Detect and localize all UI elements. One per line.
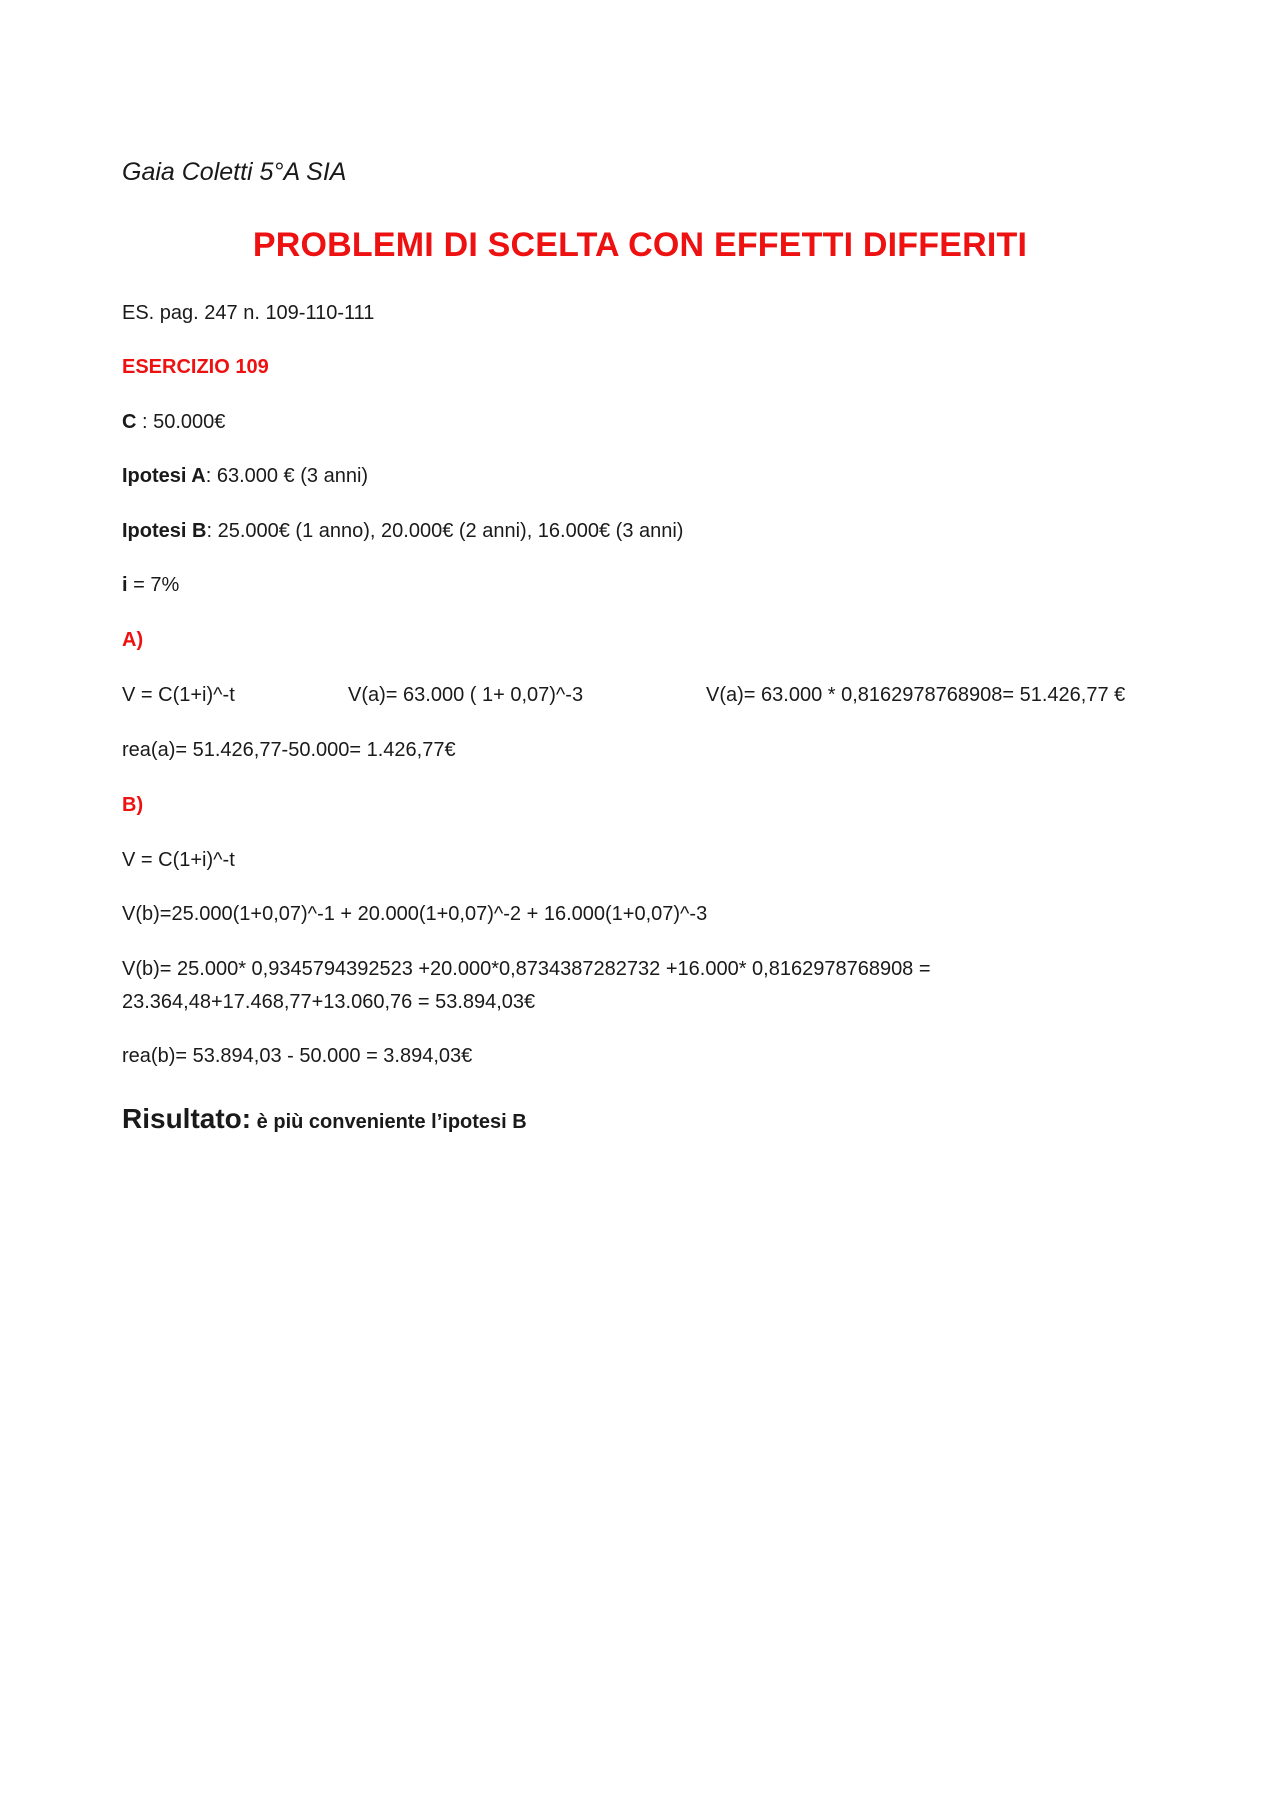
- hypothesis-a-label: Ipotesi A: [122, 465, 206, 487]
- section-a-formula-applied: V(a)= 63.000 ( 1+ 0,07)^-3: [348, 684, 584, 706]
- result-line: [122, 1099, 527, 1142]
- section-b-formula-applied: V(b)=25.000(1+0,07)^-1 + 20.000(1+0,07)^-2 + 16.000(1+0,07)^-3: [122, 903, 708, 925]
- section-b-formula-result-line2: 23.364,48+17.468,77+13.060,76 = 53.894,03€: [122, 991, 536, 1013]
- section-a-formula-result: V(a)= 63.000 * 0,8162978768908= 51.426,77 €: [706, 684, 1126, 706]
- section-a-rea: rea(a)= 51.426,77-50.000= 1.426,77€: [122, 739, 456, 761]
- hypothesis-b-label: Ipotesi B: [122, 520, 207, 542]
- hypothesis-a-value: : 63.000 € (3 anni): [205, 465, 369, 487]
- author-line: Gaia Coletti 5°A SIA: [122, 158, 347, 186]
- result-text: è più conveniente l’ipotesi B: [251, 1111, 527, 1133]
- section-b-formula-result-line1: V(b)= 25.000* 0,9345794392523 +20.000*0,8734387282732 +16.000* 0,8162978768908 =: [122, 958, 931, 980]
- section-a-formula: V = C(1+i)^-t: [122, 684, 235, 706]
- hypothesis-a-line: [122, 459, 368, 493]
- rate-line: [122, 568, 179, 602]
- exercise-reference: ES. pag. 247 n. 109-110-111: [122, 302, 375, 324]
- exercise-heading: ESERCIZIO 109: [122, 356, 269, 378]
- hypothesis-b-value: : 25.000€ (1 anno), 20.000€ (2 anni), 16.000€ (3 anni): [206, 520, 684, 542]
- result-label: Risultato:: [122, 1103, 252, 1134]
- section-b-heading: B): [122, 794, 144, 816]
- capital-line: [122, 405, 225, 439]
- capital-value: : 50.000€: [136, 411, 226, 433]
- document-title: PROBLEMI DI SCELTA CON EFFETTI DIFFERITI: [252, 226, 1028, 264]
- section-a-heading: A): [122, 629, 144, 651]
- section-a-formula-row: [122, 678, 1182, 712]
- rate-label: i: [122, 574, 128, 596]
- section-b-rea: rea(b)= 53.894,03 - 50.000 = 3.894,03€: [122, 1045, 473, 1067]
- rate-value: = 7%: [127, 574, 180, 596]
- capital-label: C: [122, 411, 137, 433]
- section-b-formula: V = C(1+i)^-t: [122, 849, 235, 871]
- hypothesis-b-line: [122, 514, 683, 548]
